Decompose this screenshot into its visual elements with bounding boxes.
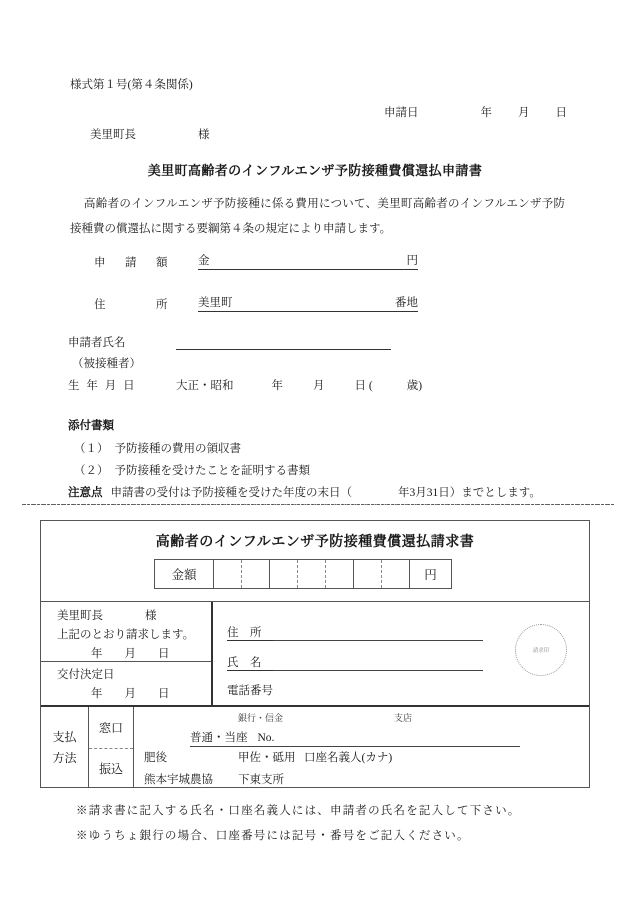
- vaccinee-note: （被接種者）: [72, 358, 141, 370]
- decision-month-unit: 月: [124, 688, 136, 700]
- attachment-item-1: [74, 440, 241, 456]
- attachments-heading: 添付書類: [68, 420, 114, 432]
- application-month-unit: 月: [518, 107, 530, 119]
- invoice-middle-band: [41, 601, 589, 705]
- payment-method-label: [41, 707, 89, 788]
- claimant-address-label: 住 所: [227, 624, 273, 641]
- decision-block: [41, 662, 211, 705]
- notice-text: 申請書の受付は予防接種を受けた年度の末日（ 年3月31日）までとします。: [110, 487, 541, 499]
- attachment-2-text: 予防接種を受けたことを証明する書類: [114, 465, 310, 477]
- amount-grid-unit: 円: [409, 560, 451, 588]
- amount-label: 申 請 額: [94, 257, 172, 269]
- amount-grid-label: 金額: [171, 568, 197, 582]
- claim-honorific: 様: [145, 610, 157, 622]
- claimant-address-input[interactable]: [273, 627, 483, 641]
- applicant-name-label: 申請者氏名: [68, 337, 126, 349]
- bank-option-kumamoto-uki-nokyo[interactable]: 熊本宇城農協: [144, 774, 213, 786]
- seal-stamp-icon: [515, 624, 567, 676]
- payment-method-label-line2: 方法: [52, 750, 77, 765]
- bank-account-number-field[interactable]: [190, 729, 520, 747]
- account-holder-label: 口座名義人(カナ): [304, 752, 393, 764]
- claim-addressee: 美里町長: [57, 610, 103, 622]
- attachment-1-text: 予防接種の費用の領収書: [114, 443, 241, 455]
- birth-year-unit: 年: [271, 380, 283, 392]
- payment-channel-counter[interactable]: 窓口: [98, 720, 123, 735]
- invoice-box: [40, 520, 590, 788]
- address-prefix: 美里町: [198, 297, 233, 309]
- claimant-name-field: [227, 654, 483, 671]
- applicant-name-input[interactable]: [176, 335, 391, 350]
- account-type-selector[interactable]: 普通・当座: [190, 732, 248, 744]
- amount-digit-cell-5[interactable]: [325, 560, 353, 588]
- decision-year-unit: 年: [91, 688, 103, 700]
- field-row-birth: [68, 377, 422, 393]
- claimant-name-label: 氏 名: [227, 654, 273, 671]
- account-no-label: No.: [257, 732, 275, 744]
- branch-option-kosa-tomochi[interactable]: 甲佐・砥用: [238, 752, 296, 764]
- decision-date-line[interactable]: [57, 685, 211, 704]
- invoice-left-column: [41, 602, 211, 705]
- claim-block: [41, 602, 211, 662]
- claimant-phone-label: 電話番号: [227, 685, 273, 697]
- payment-channel-cell: [89, 707, 134, 788]
- footer-note-1: ※請求書に記入する氏名・口座名義人には、申請者の氏名を記入して下さい。: [76, 805, 521, 817]
- amount-input[interactable]: [198, 252, 418, 270]
- application-date-row: [384, 104, 567, 120]
- birth-label: 生 年 月 日: [68, 380, 137, 392]
- notice-label: 注意点: [68, 487, 103, 499]
- footer-note-2: ※ゆうちょ銀行の場合、口座番号には記号・番号をご記入ください。: [76, 830, 470, 842]
- seal-label: 請求印: [532, 648, 550, 654]
- branch-option-shimohigashi[interactable]: 下東支所: [238, 774, 284, 786]
- addressee-honorific: 様: [198, 129, 210, 141]
- application-year-unit: 年: [480, 107, 492, 119]
- address-label: 住 所: [94, 299, 172, 311]
- application-day-unit: 日: [555, 107, 567, 119]
- claimant-phone-field: [227, 682, 273, 698]
- addressee-row: [90, 126, 210, 142]
- decision-label: 交付決定日: [57, 669, 115, 681]
- bank-header-label-1: 銀行・信金: [238, 713, 284, 723]
- amount-prefix: 金: [198, 255, 210, 267]
- birth-age-unit: 歳): [406, 380, 423, 392]
- cut-line-divider: [22, 504, 614, 505]
- attachment-2-number: （２）: [74, 465, 109, 477]
- notice-row: [68, 484, 541, 500]
- amount-digit-cell-4[interactable]: [297, 560, 325, 588]
- birth-day-unit: 日 (: [354, 380, 373, 392]
- amount-digit-cell-2[interactable]: [241, 560, 269, 588]
- field-row-address: [94, 294, 418, 312]
- payment-channel-transfer[interactable]: 振込: [89, 748, 133, 789]
- claimant-address-field: [227, 624, 483, 641]
- address-input[interactable]: [198, 294, 418, 312]
- bank-header-label-2: 支店: [394, 713, 413, 723]
- birth-era-selector[interactable]: 大正・昭和: [176, 380, 234, 392]
- amount-digit-cell-3[interactable]: [269, 560, 297, 588]
- field-row-applicant-name: [68, 334, 391, 350]
- claimant-name-input[interactable]: [273, 657, 483, 671]
- attachment-1-number: （１）: [74, 443, 109, 455]
- decision-day-unit: 日: [158, 688, 170, 700]
- amount-digit-cell-6[interactable]: [353, 560, 381, 588]
- address-suffix: 番地: [395, 297, 418, 309]
- claim-day-unit: 日: [158, 648, 170, 660]
- bank-details-cell: [134, 707, 589, 788]
- field-row-amount: [94, 252, 418, 270]
- claim-statement: 上記のとおり請求します。: [57, 629, 195, 641]
- bank-option-higo[interactable]: 肥後: [144, 752, 167, 764]
- intro-paragraph: 高齢者のインフルエンザ予防接種に係る費用について、美里町高齢者のインフルエンザ予防接種費の償還払に関する要綱第４条の規定により申請します。: [70, 198, 565, 235]
- amount-digit-cell-7[interactable]: [381, 560, 409, 588]
- invoice-payment-band: [41, 705, 589, 788]
- invoice-amount-grid: [154, 559, 452, 589]
- page-title: 美里町高齢者のインフルエンザ予防接種費償還払申請書: [147, 163, 483, 178]
- amount-suffix: 円: [406, 255, 418, 267]
- addressee-name: 美里町長: [90, 129, 136, 141]
- claim-month-unit: 月: [124, 648, 136, 660]
- invoice-title: 高齢者のインフルエンザ予防接種費償還払請求書: [155, 535, 475, 550]
- claim-year-unit: 年: [91, 648, 103, 660]
- form-number: 様式第１号(第４条関係): [70, 79, 193, 91]
- invoice-right-column: [211, 602, 589, 705]
- attachment-item-2: [74, 462, 310, 478]
- application-date-label: 申請日: [384, 107, 419, 119]
- payment-method-label-line1: 支払: [52, 729, 77, 744]
- amount-digit-cell-1[interactable]: [213, 560, 241, 588]
- birth-month-unit: 月: [313, 380, 325, 392]
